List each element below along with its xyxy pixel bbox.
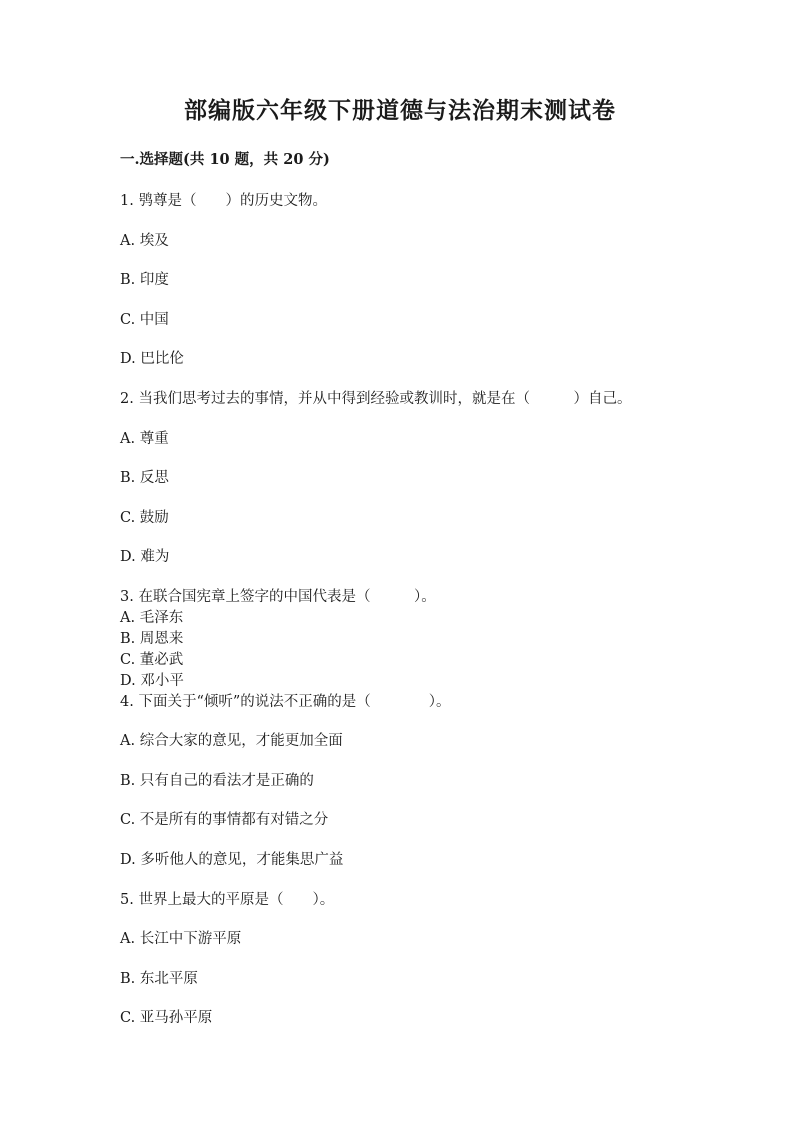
question-1-stem: 1. 鸮尊是（ ）的历史文物。 (120, 193, 327, 209)
question-2-option-a: A. 尊重 (120, 431, 169, 447)
question-1-option-b: B. 印度 (120, 272, 169, 288)
question-3-option-c: C. 董必武 (120, 652, 184, 668)
question-2-option-b: B. 反思 (120, 470, 169, 486)
exam-title: 部编版六年级下册道德与法治期末测试卷 (184, 97, 616, 124)
question-5-stem: 5. 世界上最大的平原是（ ）。 (120, 892, 335, 908)
question-1-option-d: D. 巴比伦 (120, 351, 184, 367)
question-5-option-c: C. 亚马孙平原 (120, 1010, 213, 1026)
question-2-option-c: C. 鼓励 (120, 510, 169, 526)
question-4-option-d: D. 多听他人的意见，才能集思广益 (120, 852, 344, 868)
question-5-option-b: B. 东北平原 (120, 971, 198, 987)
question-4-option-c: C. 不是所有的事情都有对错之分 (120, 812, 329, 828)
question-3-option-b: B. 周恩来 (120, 631, 184, 647)
question-3-option-a: A. 毛泽东 (120, 610, 184, 626)
question-3-option-d: D. 邓小平 (120, 673, 184, 689)
question-1-option-c: C. 中国 (120, 312, 169, 328)
question-4-option-b: B. 只有自己的看法才是正确的 (120, 773, 314, 789)
question-5-option-a: A. 长江中下游平原 (120, 931, 242, 947)
question-2-stem: 2. 当我们思考过去的事情，并从中得到经验或教训时，就是在（ ）自己。 (120, 391, 632, 407)
question-3-stem: 3. 在联合国宪章上签字的中国代表是（ ）。 (120, 589, 436, 605)
question-2-option-d: D. 难为 (120, 549, 170, 565)
section-heading: 一.选择题(共 10 题，共 20 分) (120, 151, 330, 168)
question-1-option-a: A. 埃及 (120, 233, 169, 249)
question-4-option-a: A. 综合大家的意见，才能更加全面 (120, 733, 343, 749)
question-4-stem: 4. 下面关于“倾听”的说法不正确的是（ ）。 (120, 694, 451, 710)
